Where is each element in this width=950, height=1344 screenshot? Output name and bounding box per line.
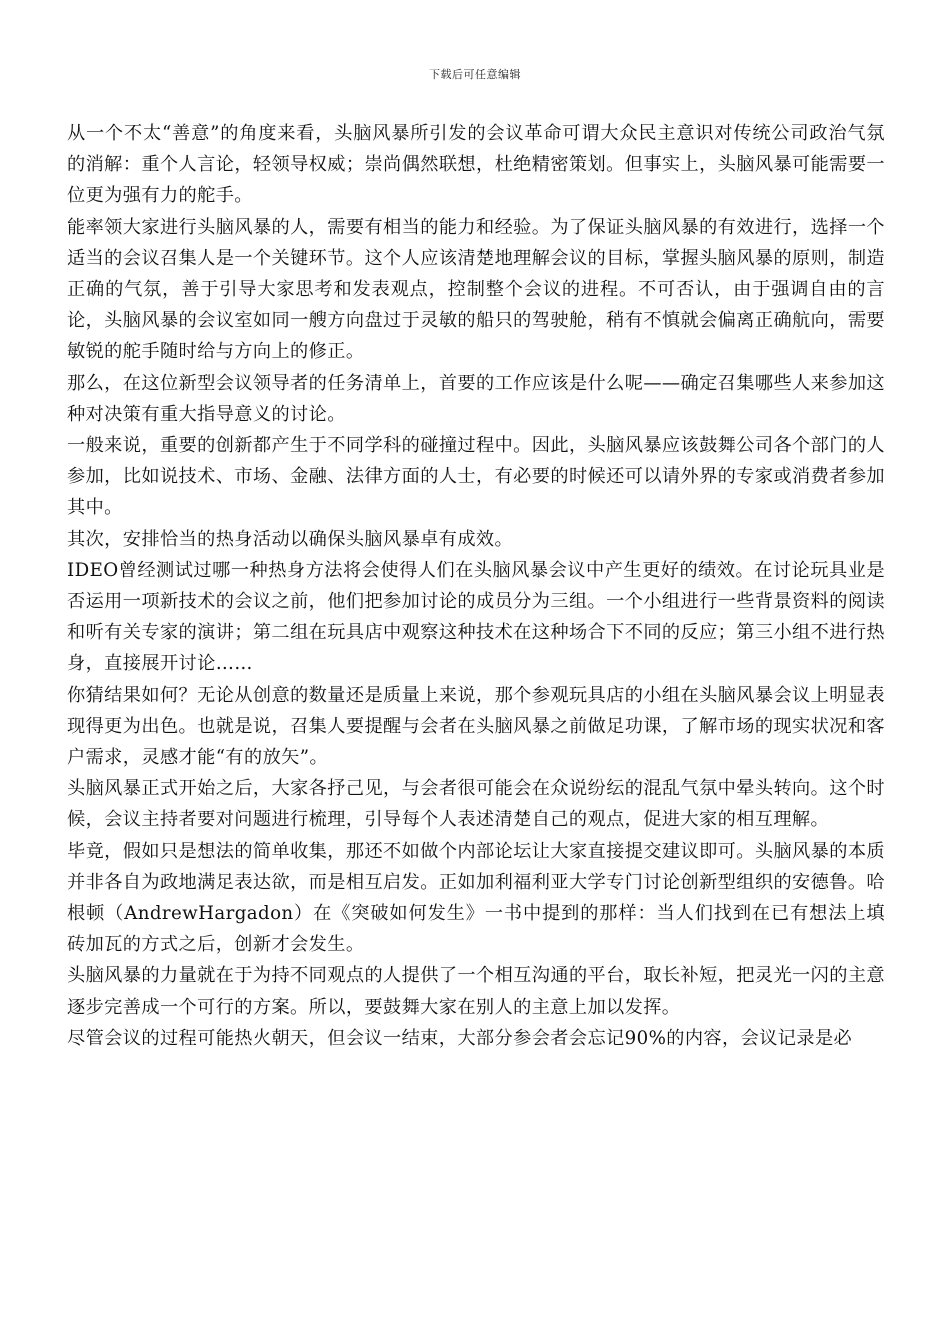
paragraph: 一般来说，重要的创新都产生于不同学科的碰撞过程中。因此，头脑风暴应该鼓舞公司各个部门的人参加，比如说技术、市场、金融、法律方面的人士，有必要的时候还可以请外界的专家或消费者参加其中。 [67, 435, 885, 519]
paragraph: 那么，在这位新型会议领导者的任务清单上，首要的工作应该是什么呢——确定召集哪些人来参加这种对决策有重大指导意义的讨论。 [67, 372, 885, 425]
paragraph: 你猜结果如何？无论从创意的数量还是质量上来说，那个参观玩具店的小组在头脑风暴会议上明显表现得更为出色。也就是说，召集人要提醒与会者在头脑风暴之前做足功课，了解市场的现实状况和客户需求，灵感才能“有的放矢”。 [67, 684, 885, 769]
paragraph: 毕竟，假如只是想法的简单收集，那还不如做个内部论坛让大家直接提交建议即可。头脑风暴的本质并非各自为政地满足表达欲，而是相互启发。正如加利福利亚大学专门讨论创新型组织的安德鲁。哈根顿（AndrewHargadon）在《突破如何发生》一书中提到的那样：当人们找到在已有想法上填砖加瓦的方式之后，创新才会发生。 [67, 840, 885, 956]
paragraph: 从一个不太“善意”的角度来看，头脑风暴所引发的会议革命可谓大众民主意识对传统公司政治气氛的消解：重个人言论，轻领导权威；崇尚偶然联想，杜绝精密策划。但事实上，头脑风暴可能需要一位更为强有力的舵手。 [67, 123, 885, 207]
paragraph: 尽管会议的过程可能热火朝天，但会议一结束，大部分参会者会忘记90%的内容，会议记录是必 [67, 1027, 853, 1049]
page-header: 下载后可任意编辑 [429, 68, 521, 81]
paragraph: IDEO曾经测试过哪一种热身方法将会使得人们在头脑风暴会议中产生更好的绩效。在讨论玩具业是否运用一项新技术的会议之前，他们把参加讨论的成员分为三组。一个小组进行一些背景资料的阅读和听有关专家的演讲；第二组在玩具店中观察这种技术在这种场合下不同的反应；第三小组不进行热身，直接展开讨论…… [67, 559, 885, 675]
paragraph: 其次，安排恰当的热身活动以确保头脑风暴卓有成效。 [67, 528, 514, 550]
paragraph: 头脑风暴的力量就在于为持不同观点的人提供了一个相互沟通的平台，取长补短，把灵光一闪的主意逐步完善成一个可行的方案。所以，要鼓舞大家在别人的主意上加以发挥。 [67, 965, 885, 1018]
document-body [67, 118, 885, 1054]
paragraph: 头脑风暴正式开始之后，大家各抒己见，与会者很可能会在众说纷纭的混乱气氛中晕头转向。这个时候，会议主持者要对问题进行梳理，引导每个人表述清楚自己的观点，促进大家的相互理解。 [67, 778, 885, 831]
paragraph: 能率领大家进行头脑风暴的人，需要有相当的能力和经验。为了保证头脑风暴的有效进行，选择一个适当的会议召集人是一个关键环节。这个人应该清楚地理解会议的目标，掌握头脑风暴的原则，制造正确的气氛，善于引导大家思考和发表观点，控制整个会议的进程。不可否认，由于强调自由的言论，头脑风暴的会议室如同一艘方向盘过于灵敏的船只的驾驶舱，稍有不慎就会偏离正确航向，需要敏锐的舵手随时给与方向上的修正。 [67, 216, 885, 363]
